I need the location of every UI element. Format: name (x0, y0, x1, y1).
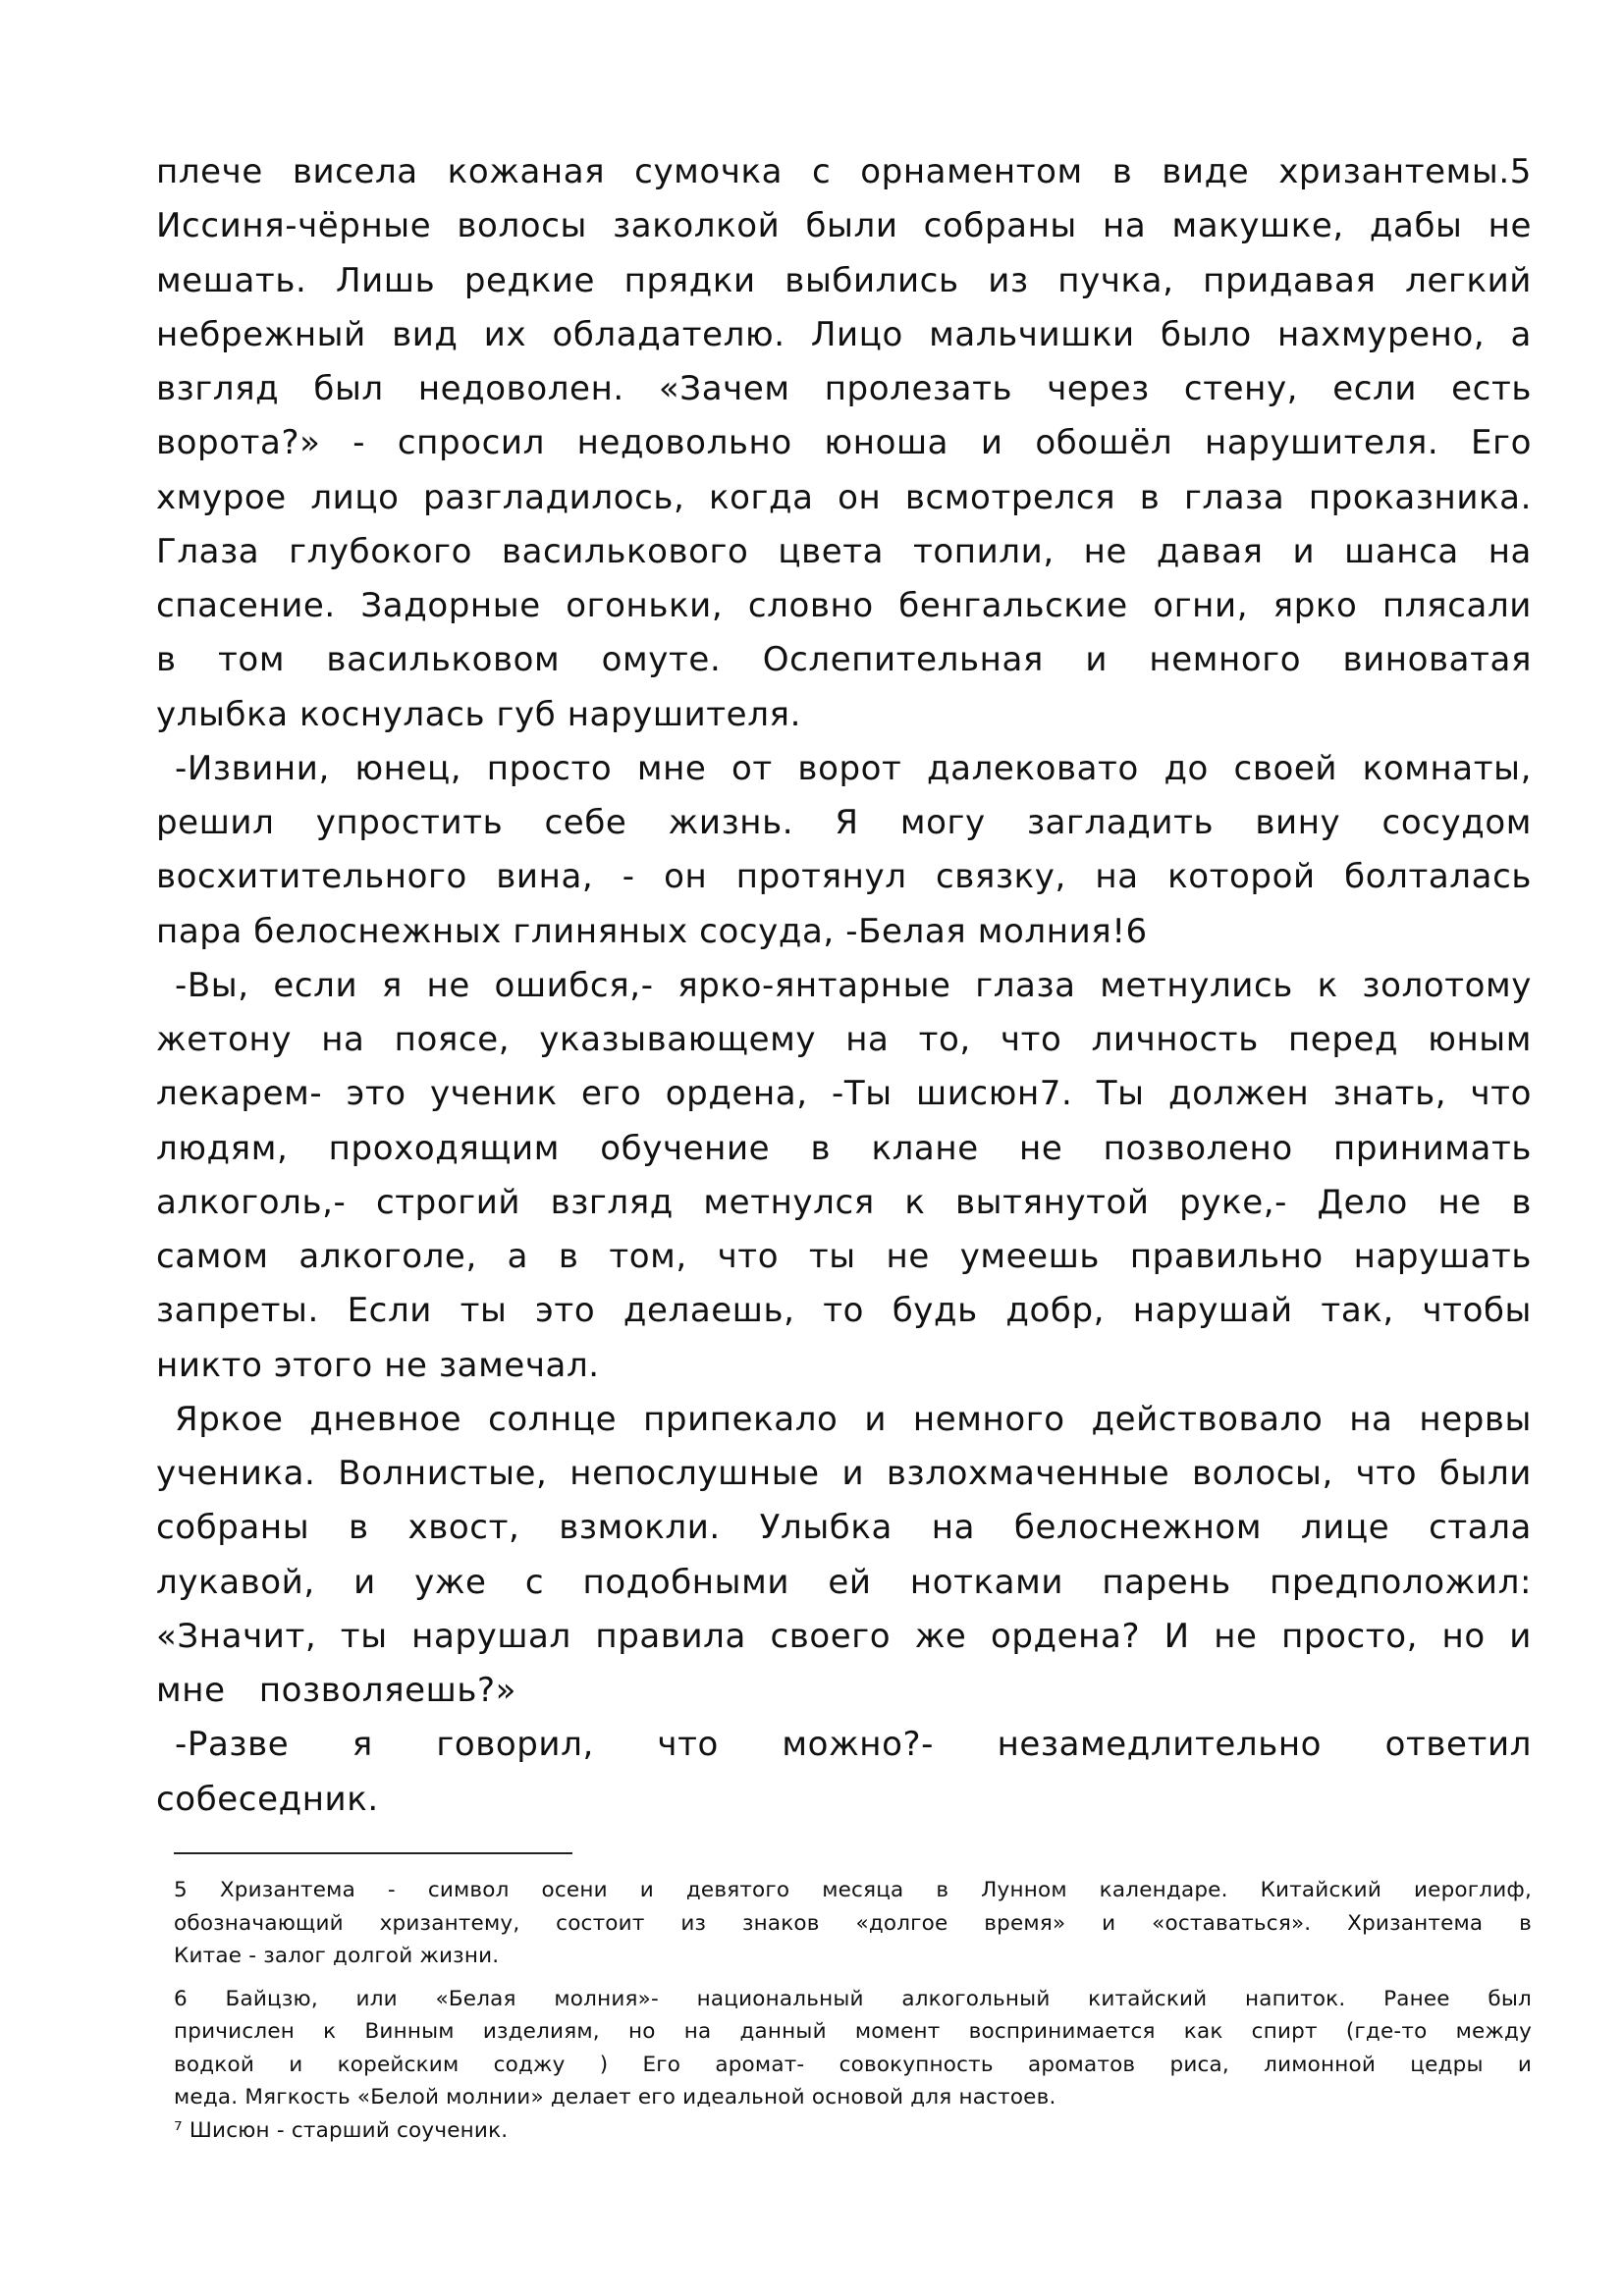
footnote-6 (174, 1983, 1532, 2114)
text-line: улыбка коснулась губ нарушителя. (156, 694, 801, 734)
text-line: ученика. Волнистые, непослушные и взлохмаченные волосы, что были (156, 1454, 1532, 1493)
text-line: жетону на поясе, указывающему на то, что личность перед юным (156, 1020, 1532, 1059)
main-text (156, 145, 1532, 1827)
text-line: лукавой, и уже с подобными ей нотками парень предположил: (156, 1562, 1532, 1602)
footnote-line: 6 Байцзю, или «Белая молния»- национальный алкогольный китайский напиток. Ранее был (174, 1986, 1532, 2011)
text-line: плече висела кожаная сумочка с орнаментом в виде хризантемы.5 (156, 152, 1532, 191)
text-line: «Значит, ты нарушал правила своего же ордена? И не просто, но и (156, 1616, 1532, 1656)
text-line: лекарем- это ученик его ордена, -Ты шисюн7. Ты должен знать, что (156, 1074, 1532, 1114)
text-line: людям, проходящим обучение в клане не позволено принимать (156, 1128, 1532, 1168)
text-line: запреты. Если ты это делаешь, то будь добр, нарушай так, чтобы (156, 1291, 1532, 1331)
text-line: хмурое лицо разгладилось, когда он всмотрелся в глаза проказника. (156, 477, 1532, 517)
footnote-line: обозначающий хризантему, состоит из знаков «долгое время» и «оставаться». Хризантема в (174, 1910, 1532, 1936)
text-line: ворота?» - спросил недовольно юноша и обошёл нарушителя. Его (156, 423, 1532, 463)
text-line: в том васильковом омуте. Ослепительная и немного виноватая (156, 640, 1532, 680)
text-line: -Вы, если я не ошибся,- ярко-янтарные глаза метнулись к золотому (175, 965, 1532, 1005)
text-line: пара белоснежных глиняных сосуда, -Белая молния!6 (156, 911, 1148, 951)
text-line: Иссиня-чёрные волосы заколкой были собраны на макушке, дабы не (156, 206, 1532, 246)
text-line: решил упростить себе жизнь. Я могу загладить вину сосудом (156, 803, 1532, 842)
footnote-line: причислен к Винным изделиям, но на данный момент воспринимается как спирт (где-то между (174, 2019, 1532, 2044)
footnote-separator (174, 1852, 572, 1854)
text-line: самом алкоголе, а в том, что ты не умеешь правильно нарушать (156, 1237, 1532, 1276)
footnote-line: меда. Мягкость «Белой молнии» делает его идеальной основой для настоев. (174, 2085, 1056, 2109)
text-line: небрежный вид их обладателю. Лицо мальчишки было нахмурено, а (156, 314, 1532, 354)
footnote-line: 5 Хризантема - символ осени и девятого месяца в Лунном календаре. Китайский иероглиф, (174, 1878, 1532, 1902)
footnote-line: Китае - залог долгой жизни. (174, 1944, 500, 1968)
footnote-line: ⁷ Шисюн - старший соученик. (174, 2117, 509, 2143)
text-line: алкоголь,- строгий взгляд метнулся к вытянутой руке,- Дело не в (156, 1182, 1532, 1222)
text-line: -Разве я говорил, что можно?- незамедлительно ответил (175, 1725, 1532, 1765)
text-line: мне позволяешь?» (156, 1671, 517, 1710)
footnote-line: водкой и корейским соджу ) Его аромат- совокупность ароматов риса, лимонной цедры и (174, 2052, 1532, 2077)
text-line: восхитительного вина, - он протянул связку, на которой болталась (156, 857, 1532, 897)
text-line: взгляд был недоволен. «Зачем пролезать через стену, если есть (156, 369, 1532, 408)
text-line: никто этого не замечал. (156, 1345, 600, 1385)
text-line: -Извини, юнец, просто мне от ворот далековато до своей комнаты, (175, 748, 1532, 788)
text-line: Глаза глубокого василькового цвета топили, не давая и шанса на (156, 531, 1532, 571)
text-line: собеседник. (156, 1779, 379, 1819)
text-line: спасение. Задорные огоньки, словно бенгальские огни, ярко плясали (156, 586, 1532, 625)
footnotes (174, 1874, 1532, 2147)
text-line: Яркое дневное солнце припекало и немного действовало на нервы (175, 1399, 1532, 1439)
text-line: собраны в хвост, взмокли. Улыбка на белоснежном лице стала (156, 1508, 1532, 1548)
text-line: мешать. Лишь редкие прядки выбились из пучка, придавая легкий (156, 260, 1532, 300)
footnote-5 (174, 1874, 1532, 1973)
footnote-7 (174, 2114, 1532, 2148)
